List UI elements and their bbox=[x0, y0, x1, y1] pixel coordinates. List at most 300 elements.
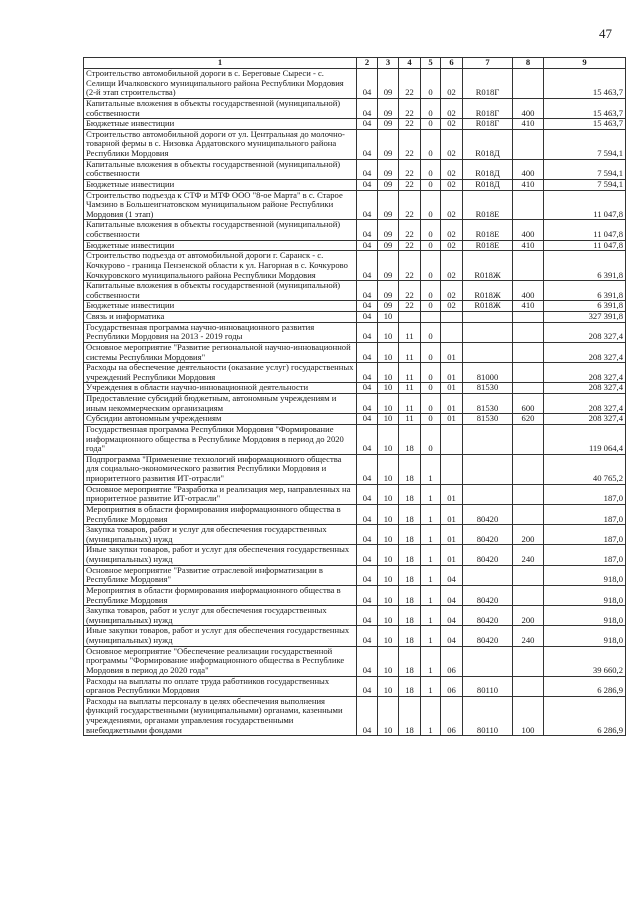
row-amount: 187,0 bbox=[544, 484, 626, 504]
column-header-8: 8 bbox=[513, 58, 544, 69]
col-7-code: 80420 bbox=[463, 606, 513, 626]
col-5-code: 1 bbox=[421, 525, 441, 545]
col-8-code bbox=[513, 424, 544, 454]
col-8-code: 410 bbox=[513, 301, 544, 312]
col-3-code: 10 bbox=[378, 383, 399, 394]
row-amount: 7 594,1 bbox=[544, 129, 626, 159]
table-row bbox=[84, 696, 626, 736]
row-name: Предоставление субсидий бюджетным, автономным учреждениям и иным некоммерческим организациям bbox=[84, 394, 357, 414]
row-name: Бюджетные инвестиции bbox=[84, 240, 357, 251]
col-3-code: 10 bbox=[378, 363, 399, 383]
col-3-code: 10 bbox=[378, 585, 399, 605]
col-5-code: 0 bbox=[421, 424, 441, 454]
col-4-code: 11 bbox=[399, 342, 421, 362]
col-8-code bbox=[513, 251, 544, 281]
col-3-code: 09 bbox=[378, 159, 399, 179]
col-8-code: 400 bbox=[513, 281, 544, 301]
col-3-code: 10 bbox=[378, 414, 399, 425]
col-7-code bbox=[463, 484, 513, 504]
col-5-code: 0 bbox=[421, 281, 441, 301]
table-row bbox=[84, 312, 626, 323]
col-5-code: 0 bbox=[421, 394, 441, 414]
col-5-code: 0 bbox=[421, 190, 441, 220]
row-name: Бюджетные инвестиции bbox=[84, 301, 357, 312]
col-6-code: 01 bbox=[441, 414, 463, 425]
row-amount: 119 064,4 bbox=[544, 424, 626, 454]
col-6-code: 06 bbox=[441, 696, 463, 736]
col-6-code: 02 bbox=[441, 69, 463, 99]
col-2-code: 04 bbox=[357, 301, 378, 312]
col-3-code: 10 bbox=[378, 504, 399, 524]
row-amount: 208 327,4 bbox=[544, 322, 626, 342]
col-3-code: 10 bbox=[378, 565, 399, 585]
col-7-code: 80420 bbox=[463, 585, 513, 605]
col-3-code: 09 bbox=[378, 301, 399, 312]
table-row bbox=[84, 129, 626, 159]
col-8-code: 240 bbox=[513, 545, 544, 565]
col-3-code: 10 bbox=[378, 525, 399, 545]
col-2-code: 04 bbox=[357, 159, 378, 179]
col-6-code: 02 bbox=[441, 240, 463, 251]
row-name: Учреждения в области научно-инновационной деятельности bbox=[84, 383, 357, 394]
col-5-code: 1 bbox=[421, 626, 441, 646]
col-7-code: R018Е bbox=[463, 190, 513, 220]
col-8-code bbox=[513, 585, 544, 605]
col-8-code: 400 bbox=[513, 220, 544, 240]
col-6-code bbox=[441, 322, 463, 342]
row-amount: 7 594,1 bbox=[544, 159, 626, 179]
column-header-4: 4 bbox=[399, 58, 421, 69]
col-8-code: 200 bbox=[513, 525, 544, 545]
col-2-code: 04 bbox=[357, 484, 378, 504]
col-6-code: 01 bbox=[441, 545, 463, 565]
col-6-code: 04 bbox=[441, 606, 463, 626]
col-4-code: 11 bbox=[399, 363, 421, 383]
col-5-code: 1 bbox=[421, 454, 441, 484]
col-6-code: 01 bbox=[441, 504, 463, 524]
row-name: Закупка товаров, работ и услуг для обеспечения государственных (муниципальных) нужд bbox=[84, 525, 357, 545]
col-2-code: 04 bbox=[357, 322, 378, 342]
row-amount: 15 463,7 bbox=[544, 119, 626, 130]
table-row bbox=[84, 646, 626, 676]
column-header-9: 9 bbox=[544, 58, 626, 69]
col-7-code: 80420 bbox=[463, 545, 513, 565]
col-6-code: 02 bbox=[441, 159, 463, 179]
col-3-code: 10 bbox=[378, 696, 399, 736]
col-2-code: 04 bbox=[357, 454, 378, 484]
row-name: Строительство автомобильной дороги в с. Береговые Сыреси - с. Селищи Ичалковского муниципального района Республики Мордовия (2-й этап строительства) bbox=[84, 69, 357, 99]
col-7-code bbox=[463, 322, 513, 342]
row-name: Расходы на обеспечение деятельности (оказание услуг) государственных учреждений Республики Мордовия bbox=[84, 363, 357, 383]
col-6-code: 01 bbox=[441, 484, 463, 504]
col-5-code: 1 bbox=[421, 545, 441, 565]
row-amount: 39 660,2 bbox=[544, 646, 626, 676]
col-5-code: 0 bbox=[421, 159, 441, 179]
col-3-code: 09 bbox=[378, 220, 399, 240]
row-name: Мероприятия в области формирования информационного общества в Республике Мордовия bbox=[84, 504, 357, 524]
column-header-2: 2 bbox=[357, 58, 378, 69]
col-6-code: 02 bbox=[441, 301, 463, 312]
row-amount: 6 391,8 bbox=[544, 251, 626, 281]
col-8-code bbox=[513, 504, 544, 524]
row-amount: 187,0 bbox=[544, 525, 626, 545]
table-row bbox=[84, 159, 626, 179]
row-name: Бюджетные инвестиции bbox=[84, 119, 357, 130]
col-7-code: R018Ж bbox=[463, 281, 513, 301]
col-8-code bbox=[513, 129, 544, 159]
col-2-code: 04 bbox=[357, 312, 378, 323]
col-3-code: 10 bbox=[378, 626, 399, 646]
col-4-code: 18 bbox=[399, 606, 421, 626]
col-6-code: 01 bbox=[441, 394, 463, 414]
col-3-code: 10 bbox=[378, 484, 399, 504]
table-body bbox=[84, 69, 626, 736]
row-name: Связь и информатика bbox=[84, 312, 357, 323]
col-2-code: 04 bbox=[357, 98, 378, 118]
col-7-code: R018Е bbox=[463, 240, 513, 251]
col-2-code: 04 bbox=[357, 394, 378, 414]
col-5-code: 0 bbox=[421, 383, 441, 394]
col-4-code: 18 bbox=[399, 504, 421, 524]
column-header-3: 3 bbox=[378, 58, 399, 69]
column-header-6: 6 bbox=[441, 58, 463, 69]
col-7-code: 81530 bbox=[463, 394, 513, 414]
col-6-code: 06 bbox=[441, 676, 463, 696]
col-2-code: 04 bbox=[357, 585, 378, 605]
table-row bbox=[84, 240, 626, 251]
budget-table bbox=[83, 57, 626, 736]
row-amount: 918,0 bbox=[544, 585, 626, 605]
col-2-code: 04 bbox=[357, 565, 378, 585]
col-3-code: 10 bbox=[378, 394, 399, 414]
table-row bbox=[84, 383, 626, 394]
col-3-code: 09 bbox=[378, 69, 399, 99]
col-5-code: 0 bbox=[421, 363, 441, 383]
col-6-code: 02 bbox=[441, 281, 463, 301]
row-name: Расходы на выплаты по оплате труда работников государственных органов Республики Мордовия bbox=[84, 676, 357, 696]
col-3-code: 10 bbox=[378, 312, 399, 323]
col-4-code: 18 bbox=[399, 525, 421, 545]
col-6-code: 02 bbox=[441, 179, 463, 190]
col-6-code: 01 bbox=[441, 525, 463, 545]
col-2-code: 04 bbox=[357, 424, 378, 454]
row-name: Иные закупки товаров, работ и услуг для обеспечения государственных (муниципальных) нужд bbox=[84, 626, 357, 646]
col-5-code: 0 bbox=[421, 414, 441, 425]
col-4-code: 18 bbox=[399, 646, 421, 676]
col-4-code: 22 bbox=[399, 220, 421, 240]
col-3-code: 09 bbox=[378, 129, 399, 159]
row-name: Капитальные вложения в объекты государственной (муниципальной) собственности bbox=[84, 220, 357, 240]
row-name: Основное мероприятие "Обеспечение реализации государственной программы "Формирование информационного общества в Республике Мордовия в период до 2020 года" bbox=[84, 646, 357, 676]
table-row bbox=[84, 626, 626, 646]
col-8-code bbox=[513, 69, 544, 99]
col-5-code: 1 bbox=[421, 585, 441, 605]
col-2-code: 04 bbox=[357, 251, 378, 281]
page-number: 47 bbox=[599, 26, 612, 41]
col-8-code: 600 bbox=[513, 394, 544, 414]
col-3-code: 09 bbox=[378, 251, 399, 281]
col-3-code: 10 bbox=[378, 646, 399, 676]
col-3-code: 10 bbox=[378, 322, 399, 342]
col-4-code: 22 bbox=[399, 301, 421, 312]
row-name: Мероприятия в области формирования информационного общества в Республике Мордовия bbox=[84, 585, 357, 605]
table-row bbox=[84, 322, 626, 342]
col-7-code: 80420 bbox=[463, 504, 513, 524]
row-name: Бюджетные инвестиции bbox=[84, 179, 357, 190]
table-row bbox=[84, 179, 626, 190]
col-8-code: 200 bbox=[513, 606, 544, 626]
col-6-code: 01 bbox=[441, 342, 463, 362]
col-6-code: 01 bbox=[441, 363, 463, 383]
col-2-code: 04 bbox=[357, 190, 378, 220]
col-6-code bbox=[441, 312, 463, 323]
table-row bbox=[84, 606, 626, 626]
row-amount: 208 327,4 bbox=[544, 394, 626, 414]
col-6-code bbox=[441, 424, 463, 454]
col-5-code: 1 bbox=[421, 504, 441, 524]
table-row bbox=[84, 251, 626, 281]
col-2-code: 04 bbox=[357, 281, 378, 301]
table-row bbox=[84, 69, 626, 99]
row-amount: 208 327,4 bbox=[544, 363, 626, 383]
row-name: Строительство подъезда от автомобильной дороги г. Саранск - с. Кочкурово - граница Пензенской области к ул. Нагорная в с. Кочкурово Кочкуровского муниципального района Республики Мордовия bbox=[84, 251, 357, 281]
col-4-code: 11 bbox=[399, 383, 421, 394]
row-amount: 15 463,7 bbox=[544, 98, 626, 118]
col-3-code: 09 bbox=[378, 281, 399, 301]
col-6-code: 02 bbox=[441, 119, 463, 130]
col-4-code: 11 bbox=[399, 394, 421, 414]
col-7-code: R018Г bbox=[463, 98, 513, 118]
col-8-code: 400 bbox=[513, 159, 544, 179]
row-name: Государственная программа Республики Мордовия "Формирование информационного общества в Республике Мордовия в период до 2020 года" bbox=[84, 424, 357, 454]
table-row bbox=[84, 414, 626, 425]
col-7-code: 80110 bbox=[463, 676, 513, 696]
col-7-code: R018Д bbox=[463, 179, 513, 190]
table-row bbox=[84, 585, 626, 605]
col-3-code: 10 bbox=[378, 454, 399, 484]
col-4-code: 18 bbox=[399, 696, 421, 736]
row-name: Подпрограмма "Применение технологий информационного общества для социально-экономического развития Республики Мордовия и приоритетного развития ИТ-отрасли" bbox=[84, 454, 357, 484]
table-row bbox=[84, 119, 626, 130]
table-row bbox=[84, 281, 626, 301]
table-row bbox=[84, 565, 626, 585]
col-7-code: 80110 bbox=[463, 696, 513, 736]
col-3-code: 09 bbox=[378, 240, 399, 251]
col-4-code: 22 bbox=[399, 98, 421, 118]
col-7-code bbox=[463, 312, 513, 323]
col-6-code: 01 bbox=[441, 383, 463, 394]
col-2-code: 04 bbox=[357, 525, 378, 545]
row-name: Строительство автомобильной дороги от ул. Центральная до молочно-товарной фермы в с. Низовка Ардатовского муниципального района Республики Мордовия bbox=[84, 129, 357, 159]
col-2-code: 04 bbox=[357, 383, 378, 394]
table-row bbox=[84, 301, 626, 312]
col-2-code: 04 bbox=[357, 646, 378, 676]
col-7-code: 81530 bbox=[463, 383, 513, 394]
col-8-code bbox=[513, 190, 544, 220]
col-8-code: 410 bbox=[513, 179, 544, 190]
row-amount: 187,0 bbox=[544, 545, 626, 565]
col-6-code: 04 bbox=[441, 585, 463, 605]
col-6-code: 04 bbox=[441, 565, 463, 585]
row-amount: 11 047,8 bbox=[544, 190, 626, 220]
table-row bbox=[84, 504, 626, 524]
row-amount: 6 391,8 bbox=[544, 281, 626, 301]
col-7-code bbox=[463, 454, 513, 484]
col-4-code bbox=[399, 312, 421, 323]
col-4-code: 11 bbox=[399, 414, 421, 425]
table-row bbox=[84, 545, 626, 565]
col-5-code: 1 bbox=[421, 565, 441, 585]
col-5-code: 0 bbox=[421, 220, 441, 240]
col-8-code: 620 bbox=[513, 414, 544, 425]
col-4-code: 18 bbox=[399, 626, 421, 646]
col-8-code bbox=[513, 565, 544, 585]
col-8-code bbox=[513, 383, 544, 394]
col-2-code: 04 bbox=[357, 220, 378, 240]
col-2-code: 04 bbox=[357, 363, 378, 383]
row-name: Субсидии автономным учреждениям bbox=[84, 414, 357, 425]
col-8-code bbox=[513, 646, 544, 676]
row-amount: 208 327,4 bbox=[544, 383, 626, 394]
col-7-code: R018Г bbox=[463, 119, 513, 130]
row-amount: 6 286,9 bbox=[544, 696, 626, 736]
col-4-code: 18 bbox=[399, 545, 421, 565]
col-5-code: 0 bbox=[421, 322, 441, 342]
col-2-code: 04 bbox=[357, 69, 378, 99]
col-6-code: 02 bbox=[441, 98, 463, 118]
column-header-7: 7 bbox=[463, 58, 513, 69]
row-name: Основное мероприятие "Развитие отраслевой информатизации в Республике Мордовия" bbox=[84, 565, 357, 585]
table-row bbox=[84, 525, 626, 545]
col-4-code: 22 bbox=[399, 159, 421, 179]
row-name: Иные закупки товаров, работ и услуг для обеспечения государственных (муниципальных) нужд bbox=[84, 545, 357, 565]
col-7-code: R018Е bbox=[463, 220, 513, 240]
row-name: Капитальные вложения в объекты государственной (муниципальной) собственности bbox=[84, 281, 357, 301]
col-4-code: 18 bbox=[399, 676, 421, 696]
col-5-code: 0 bbox=[421, 119, 441, 130]
col-5-code: 0 bbox=[421, 69, 441, 99]
col-3-code: 10 bbox=[378, 342, 399, 362]
col-4-code: 22 bbox=[399, 240, 421, 251]
table-row bbox=[84, 220, 626, 240]
col-7-code: R018Ж bbox=[463, 251, 513, 281]
col-8-code bbox=[513, 454, 544, 484]
column-header-1: 1 bbox=[84, 58, 357, 69]
col-5-code: 0 bbox=[421, 342, 441, 362]
row-name: Основное мероприятие "Развитие региональной научно-инновационной системы Республики Мордовия" bbox=[84, 342, 357, 362]
col-2-code: 04 bbox=[357, 129, 378, 159]
col-8-code: 400 bbox=[513, 98, 544, 118]
col-4-code: 22 bbox=[399, 69, 421, 99]
col-2-code: 04 bbox=[357, 342, 378, 362]
col-2-code: 04 bbox=[357, 504, 378, 524]
col-6-code: 02 bbox=[441, 190, 463, 220]
col-8-code: 240 bbox=[513, 626, 544, 646]
col-2-code: 04 bbox=[357, 545, 378, 565]
col-7-code: R018Д bbox=[463, 159, 513, 179]
table-row bbox=[84, 394, 626, 414]
col-8-code bbox=[513, 484, 544, 504]
col-4-code: 18 bbox=[399, 454, 421, 484]
col-3-code: 10 bbox=[378, 606, 399, 626]
col-5-code: 1 bbox=[421, 484, 441, 504]
row-amount: 918,0 bbox=[544, 565, 626, 585]
col-2-code: 04 bbox=[357, 179, 378, 190]
row-amount: 11 047,8 bbox=[544, 240, 626, 251]
row-name: Капитальные вложения в объекты государственной (муниципальной) собственности bbox=[84, 159, 357, 179]
col-7-code: 80420 bbox=[463, 626, 513, 646]
col-7-code: R018Ж bbox=[463, 301, 513, 312]
row-name: Закупка товаров, работ и услуг для обеспечения государственных (муниципальных) нужд bbox=[84, 606, 357, 626]
col-5-code: 0 bbox=[421, 98, 441, 118]
table-row bbox=[84, 676, 626, 696]
col-7-code: 80420 bbox=[463, 525, 513, 545]
col-6-code: 02 bbox=[441, 251, 463, 281]
col-5-code bbox=[421, 312, 441, 323]
table-row bbox=[84, 454, 626, 484]
col-2-code: 04 bbox=[357, 606, 378, 626]
table-row bbox=[84, 342, 626, 362]
col-4-code: 22 bbox=[399, 281, 421, 301]
col-8-code bbox=[513, 322, 544, 342]
col-4-code: 18 bbox=[399, 484, 421, 504]
col-7-code: R018Г bbox=[463, 69, 513, 99]
col-3-code: 09 bbox=[378, 119, 399, 130]
col-5-code: 0 bbox=[421, 301, 441, 312]
row-amount: 6 286,9 bbox=[544, 676, 626, 696]
row-amount: 7 594,1 bbox=[544, 179, 626, 190]
table-row bbox=[84, 98, 626, 118]
col-8-code: 100 bbox=[513, 696, 544, 736]
row-amount: 6 391,8 bbox=[544, 301, 626, 312]
col-5-code: 0 bbox=[421, 179, 441, 190]
row-amount: 918,0 bbox=[544, 606, 626, 626]
col-4-code: 22 bbox=[399, 190, 421, 220]
col-5-code: 1 bbox=[421, 646, 441, 676]
col-8-code bbox=[513, 676, 544, 696]
col-4-code: 18 bbox=[399, 585, 421, 605]
row-amount: 208 327,4 bbox=[544, 414, 626, 425]
row-amount: 327 391,8 bbox=[544, 312, 626, 323]
col-5-code: 0 bbox=[421, 240, 441, 251]
col-3-code: 10 bbox=[378, 424, 399, 454]
table-row bbox=[84, 363, 626, 383]
row-amount: 918,0 bbox=[544, 626, 626, 646]
col-7-code: R018Д bbox=[463, 129, 513, 159]
col-2-code: 04 bbox=[357, 119, 378, 130]
col-4-code: 22 bbox=[399, 251, 421, 281]
table-row bbox=[84, 484, 626, 504]
col-8-code: 410 bbox=[513, 119, 544, 130]
col-2-code: 04 bbox=[357, 414, 378, 425]
col-6-code: 06 bbox=[441, 646, 463, 676]
col-8-code bbox=[513, 312, 544, 323]
col-7-code bbox=[463, 342, 513, 362]
col-4-code: 22 bbox=[399, 129, 421, 159]
col-7-code: 81530 bbox=[463, 414, 513, 425]
row-name: Основное мероприятие "Разработка и реализация мер, направленных на приоритетное развитие ИТ-отрасли" bbox=[84, 484, 357, 504]
col-5-code: 0 bbox=[421, 251, 441, 281]
col-4-code: 22 bbox=[399, 179, 421, 190]
row-amount: 40 765,2 bbox=[544, 454, 626, 484]
row-name: Строительство подъезда к СТФ и МТФ ООО "8-ое Марта" в с. Старое Чамзино в Большеигнатовском муниципальном районе Республики Мордовия (1 этап) bbox=[84, 190, 357, 220]
col-7-code bbox=[463, 646, 513, 676]
col-2-code: 04 bbox=[357, 240, 378, 251]
col-4-code: 18 bbox=[399, 565, 421, 585]
col-7-code bbox=[463, 424, 513, 454]
table-row bbox=[84, 190, 626, 220]
col-3-code: 09 bbox=[378, 179, 399, 190]
